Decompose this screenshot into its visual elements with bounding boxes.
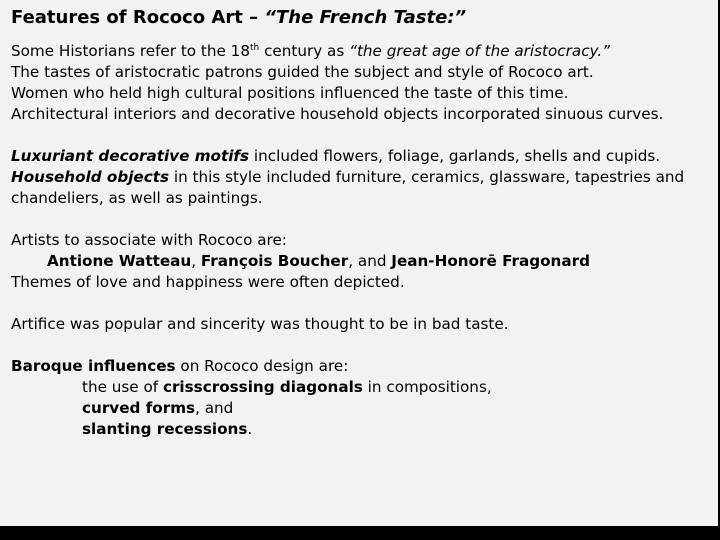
artists-names	[11, 251, 711, 272]
baroque-item-3-post: .	[247, 420, 253, 438]
baroque-term: Baroque influences	[11, 357, 176, 375]
baroque-item-3-term: slanting recessions	[82, 420, 248, 438]
household-text: in this style included furniture, ceramics, glassware, tapestries and	[169, 168, 685, 186]
household-line-2: chandeliers, as well as paintings.	[11, 189, 263, 207]
artist-boucher: François Boucher	[200, 252, 349, 270]
spacer	[11, 125, 711, 146]
aristocracy-quote: “the great age of the aristocracy.”	[349, 42, 611, 60]
artist-separator: , and	[348, 252, 392, 270]
artist-watteau: Antione Watteau	[47, 252, 192, 270]
title-main: Features of Rococo Art –	[11, 7, 265, 28]
themes-line: Themes of love and happiness were often depicted.	[11, 273, 405, 291]
intro-line-1-pre: Some Historians refer to the 18	[11, 42, 251, 60]
spacer	[11, 335, 711, 356]
artist-fragonard: Jean-Honorē Fragonard	[391, 252, 590, 270]
motifs-text: included flowers, foliage, garlands, shells and cupids.	[249, 147, 661, 165]
spacer	[11, 293, 711, 314]
slide-content	[11, 41, 711, 440]
motifs-line-1	[11, 146, 711, 167]
baroque-item-2	[11, 398, 711, 419]
baroque-item-2-term: curved forms	[82, 399, 196, 417]
baroque-item-1	[11, 377, 711, 398]
artists-intro: Artists to associate with Rococo are:	[11, 231, 287, 249]
household-line-1	[11, 167, 711, 188]
baroque-item-2-post: , and	[195, 399, 234, 417]
artifice-line: Artifice was popular and sincerity was thought to be in bad taste.	[11, 315, 509, 333]
intro-line-1	[11, 41, 711, 62]
baroque-intro-text: on Rococo design are:	[175, 357, 349, 375]
baroque-intro	[11, 356, 711, 377]
intro-line-4: Architectural interiors and decorative household objects incorporated sinuous curves.	[11, 105, 664, 123]
baroque-item-3	[11, 419, 711, 440]
intro-line-2: The tastes of aristocratic patrons guided the subject and style of Rococo art.	[11, 63, 594, 81]
household-term: Household objects	[11, 168, 170, 186]
baroque-item-1-pre: the use of	[82, 378, 163, 396]
baroque-item-1-post: in compositions,	[362, 378, 492, 396]
intro-line-3: Women who held high cultural positions influenced the taste of this time.	[11, 84, 569, 102]
slide-title	[11, 7, 466, 28]
superscript-th: th	[250, 42, 260, 53]
spacer	[11, 209, 711, 230]
artist-separator: ,	[191, 252, 201, 270]
baroque-item-1-term: crisscrossing diagonals	[162, 378, 363, 396]
motifs-term: Luxuriant decorative motifs	[11, 147, 250, 165]
title-quote: “The French Taste:”	[264, 7, 467, 28]
intro-line-1-mid: century as	[259, 42, 350, 60]
